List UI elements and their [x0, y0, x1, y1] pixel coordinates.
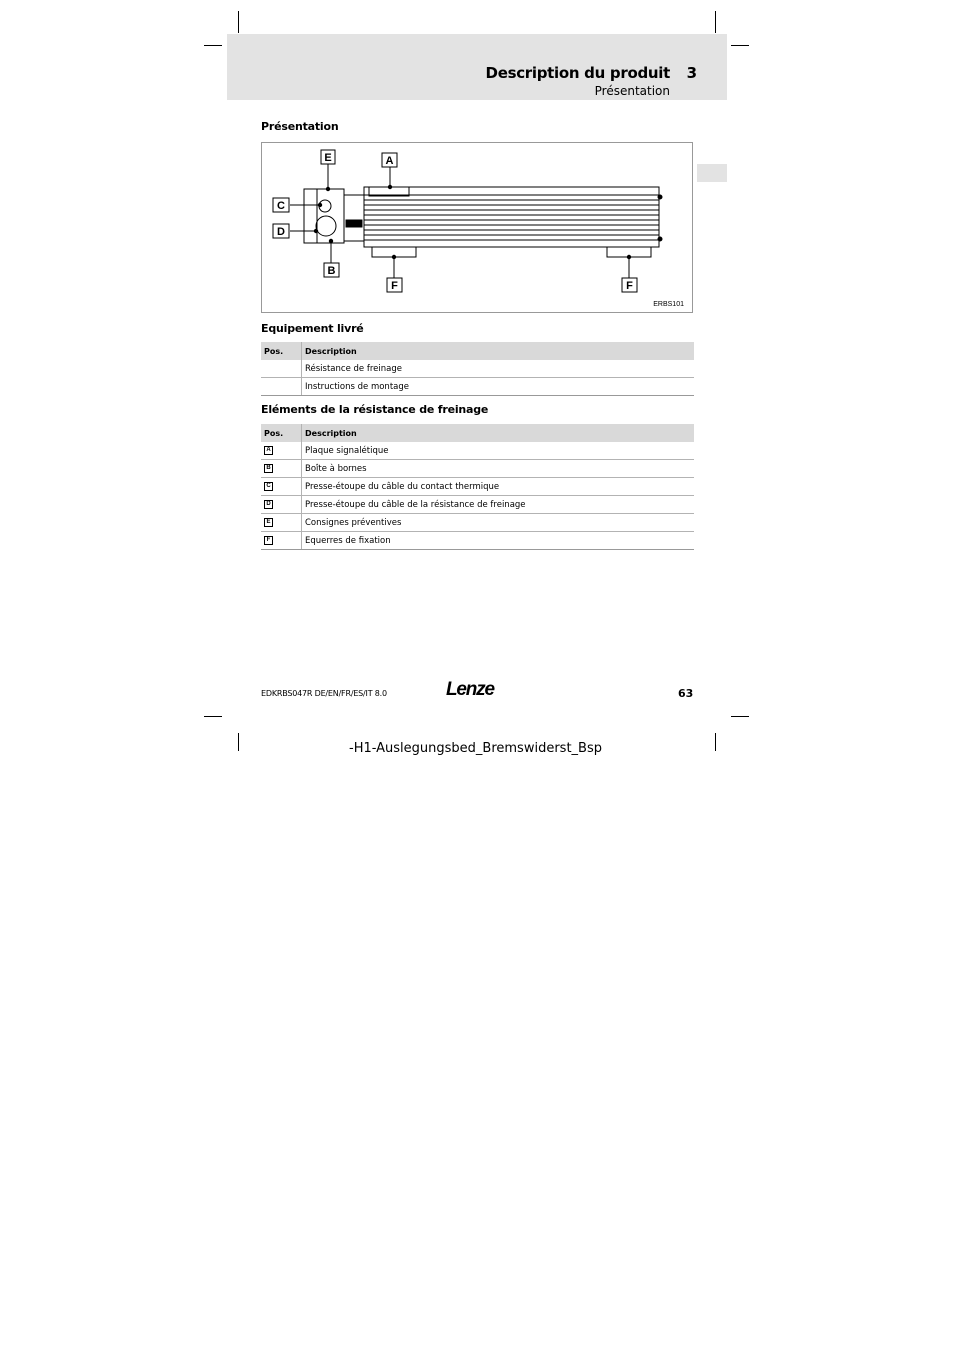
table-row: [261, 496, 694, 514]
table-row: [261, 532, 694, 550]
header-pos: Pos.: [261, 342, 302, 360]
crop-mark: [238, 11, 239, 33]
key-label: F: [264, 536, 273, 545]
elements-table: [261, 424, 694, 550]
file-label: -H1-Auslegungsbed_Bremswiderst_Bsp: [349, 741, 602, 756]
key-label: D: [264, 500, 273, 509]
crop-mark: [715, 733, 716, 751]
document-id: EDKRBS047R DE/EN/FR/ES/IT 8.0: [261, 689, 387, 698]
header-description: Description: [302, 342, 695, 360]
pos-cell: [261, 360, 302, 378]
table-row: [261, 360, 694, 378]
pos-cell: [261, 442, 302, 460]
description-cell: Résistance de freinage: [302, 360, 695, 378]
description-cell: Presse-étoupe du câble de la résistance de freinage: [302, 496, 695, 514]
description-cell: Instructions de montage: [302, 378, 695, 396]
crop-mark: [715, 11, 716, 33]
elements-title: Eléments de la résistance de freinage: [261, 403, 489, 416]
product-figure: [261, 142, 693, 313]
pos-cell: [261, 532, 302, 550]
crop-mark: [204, 45, 222, 46]
description-cell: Boîte à bornes: [302, 460, 695, 478]
label-F-right: F: [626, 280, 633, 292]
section-title: Présentation: [261, 120, 339, 133]
label-B: B: [327, 265, 336, 277]
pos-cell: [261, 378, 302, 396]
table-row: [261, 478, 694, 496]
crop-mark: [204, 716, 222, 717]
pos-cell: [261, 460, 302, 478]
page-number: 63: [678, 687, 694, 700]
chapter-subtitle: Présentation: [594, 84, 670, 98]
label-C: C: [277, 200, 285, 212]
label-F-left: F: [391, 280, 398, 292]
supplied-title: Equipement livré: [261, 322, 364, 335]
key-label: C: [264, 482, 273, 491]
key-label: A: [264, 446, 273, 455]
brake-resistor-drawing: [262, 143, 692, 312]
description-cell: Equerres de fixation: [302, 532, 695, 550]
table-row: [261, 460, 694, 478]
label-A: A: [385, 155, 394, 167]
supplied-table: [261, 342, 694, 396]
chapter-title: Description du produit: [485, 64, 670, 82]
label-E: E: [324, 152, 332, 164]
description-cell: Presse-étoupe du câble du contact thermique: [302, 478, 695, 496]
key-label: B: [264, 464, 273, 473]
crop-mark: [731, 45, 749, 46]
chapter-number: 3: [686, 64, 697, 82]
pos-cell: [261, 514, 302, 532]
crop-mark: [731, 716, 749, 717]
figure-code: ERBS101: [653, 301, 684, 308]
table-row: [261, 378, 694, 396]
label-D: D: [277, 226, 285, 238]
description-cell: Plaque signalétique: [302, 442, 695, 460]
description-cell: Consignes préventives: [302, 514, 695, 532]
pos-cell: [261, 496, 302, 514]
table-row: [261, 442, 694, 460]
header-pos: Pos.: [261, 424, 302, 442]
table-row: [261, 514, 694, 532]
header-band: [227, 34, 727, 100]
pos-cell: [261, 478, 302, 496]
header-description: Description: [302, 424, 695, 442]
chapter-side-tab: [697, 164, 727, 182]
key-label: E: [264, 518, 273, 527]
lenze-logo: Lenze: [446, 679, 494, 700]
crop-mark: [238, 733, 239, 751]
